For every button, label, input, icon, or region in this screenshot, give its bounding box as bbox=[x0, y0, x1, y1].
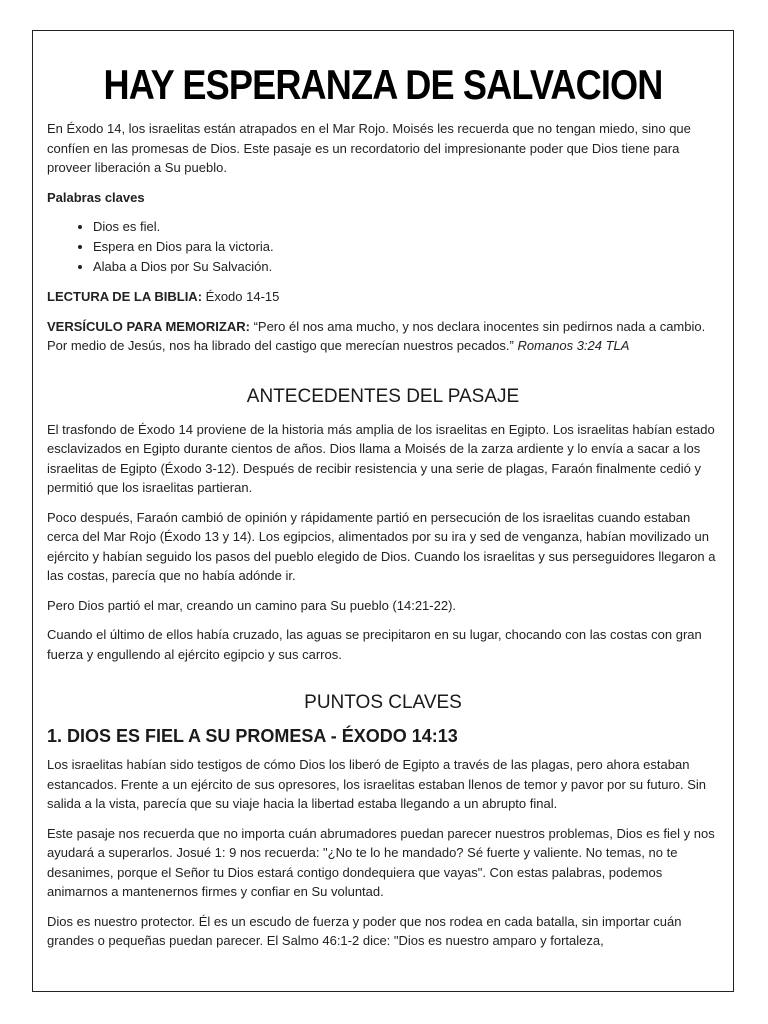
page-border bbox=[32, 30, 734, 992]
point1-paragraph: Dios es nuestro protector. Él es un escudo de fuerza y poder que nos rodea en cada batalla, sin importar cuán grandes o pequeñas puedan parecer. El Salmo 46:1-2 dice: "Dios es nuestro amparo y fortaleza, bbox=[47, 913, 682, 948]
keypoints-heading: PUNTOS CLAVES bbox=[304, 692, 462, 713]
point1-paragraph: Este pasaje nos recuerda que no importa cuán abrumadores puedan parecer nuestros problemas, Dios es fiel y nos ayudará a superarlos. Josué 1: 9 nos recuerda: "¿No te lo he mandado? Sé fuerte y valiente. No temas, no te desanimes, porque el Señor tu Dios estará contigo dondequiera que vayas". Con estas palabras, podemos animarnos a mantenernos firmes y confiar en Su voluntad. bbox=[47, 825, 715, 899]
keyword-item: • Espera en Dios para la victoria. bbox=[93, 237, 719, 257]
keywords-heading: Palabras claves bbox=[47, 189, 145, 205]
point1-heading: 1. DIOS ES FIEL A SU PROMESA - ÉXODO 14:13 bbox=[47, 726, 458, 746]
keyword-item: • Dios es fiel. bbox=[93, 217, 719, 237]
bible-reading-label: LECTURA DE LA BIBLIA: bbox=[47, 289, 203, 304]
keywords-list bbox=[47, 217, 719, 277]
memory-verse-label: VERSÍCULO PARA MEMORIZAR: bbox=[47, 318, 250, 334]
background-paragraph: Poco después, Faraón cambió de opinión y rápidamente partió en persecución de los israelitas cuando estaban cerca del Mar Rojo (Éxodo 13 y 14). Los egipcios, alimentados por su ira y sed de venganza, habían movilizado un ejército y habían seguido los pasos del pueblo elegido de Dios. Cuando los israelitas y sus perseguidores llegaron a las costas, parecía que no había adónde ir. bbox=[47, 509, 716, 583]
memory-verse-reference: Romanos 3:24 TLA bbox=[513, 338, 630, 353]
bible-reading-value: Éxodo 14-15 bbox=[202, 289, 280, 304]
intro-paragraph: En Éxodo 14, los israelitas están atrapados en el Mar Rojo. Moisés les recuerda que no tengan miedo, sino que confíen en las promesas de Dios. Este pasaje es un recordatorio del impresionante poder que Dios tiene para proveer liberación a Su pueblo. bbox=[47, 121, 691, 175]
memory-verse-quote: “Pero él nos ama mucho, y nos declara inocentes sin pedirnos nada a cambio. Por medio de Jesús, nos ha librado del castigo que merecían nuestros pecados.” bbox=[47, 318, 706, 353]
keyword-item: • Alaba a Dios por Su Salvación. bbox=[93, 257, 719, 277]
background-paragraph: Pero Dios partió el mar, creando un camino para Su pueblo (14:21-22). bbox=[47, 597, 457, 613]
point1-paragraph: Los israelitas habían sido testigos de cómo Dios los liberó de Egipto a través de las plagas, pero ahora estaban estancados. Frente a un ejército de sus opresores, los israelitas estaban llenos de temor y pavor por su futuro. Sin salida a la vista, parecía que su viaje hacia la libertad estaba llegando a un abrupto final. bbox=[47, 757, 707, 811]
background-paragraph: El trasfondo de Éxodo 14 proviene de la historia más amplia de los israelitas en Egipto. Los israelitas habían estado esclavizados en Egipto durante cientos de años. Dios llama a Moisés de la zarza ardiente y lo envía a sacar a los israelitas de Egipto (Éxodo 3-12). Después de recibir resistencia y una serie de plagas, Faraón finalmente cedió y permitió que los israelitas partieran. bbox=[47, 421, 715, 495]
memory-verse bbox=[47, 317, 719, 356]
background-paragraph: Cuando el último de ellos había cruzado, las aguas se precipitaron en su lugar, chocando con las costas con gran fuerza y engullendo al ejército egipcio y sus carros. bbox=[47, 627, 702, 662]
page-title: HAY ESPERANZA DE SALVACION bbox=[103, 61, 663, 108]
background-heading: ANTECEDENTES DEL PASAJE bbox=[246, 385, 520, 407]
document-body bbox=[33, 61, 733, 951]
bible-reading bbox=[47, 287, 719, 307]
